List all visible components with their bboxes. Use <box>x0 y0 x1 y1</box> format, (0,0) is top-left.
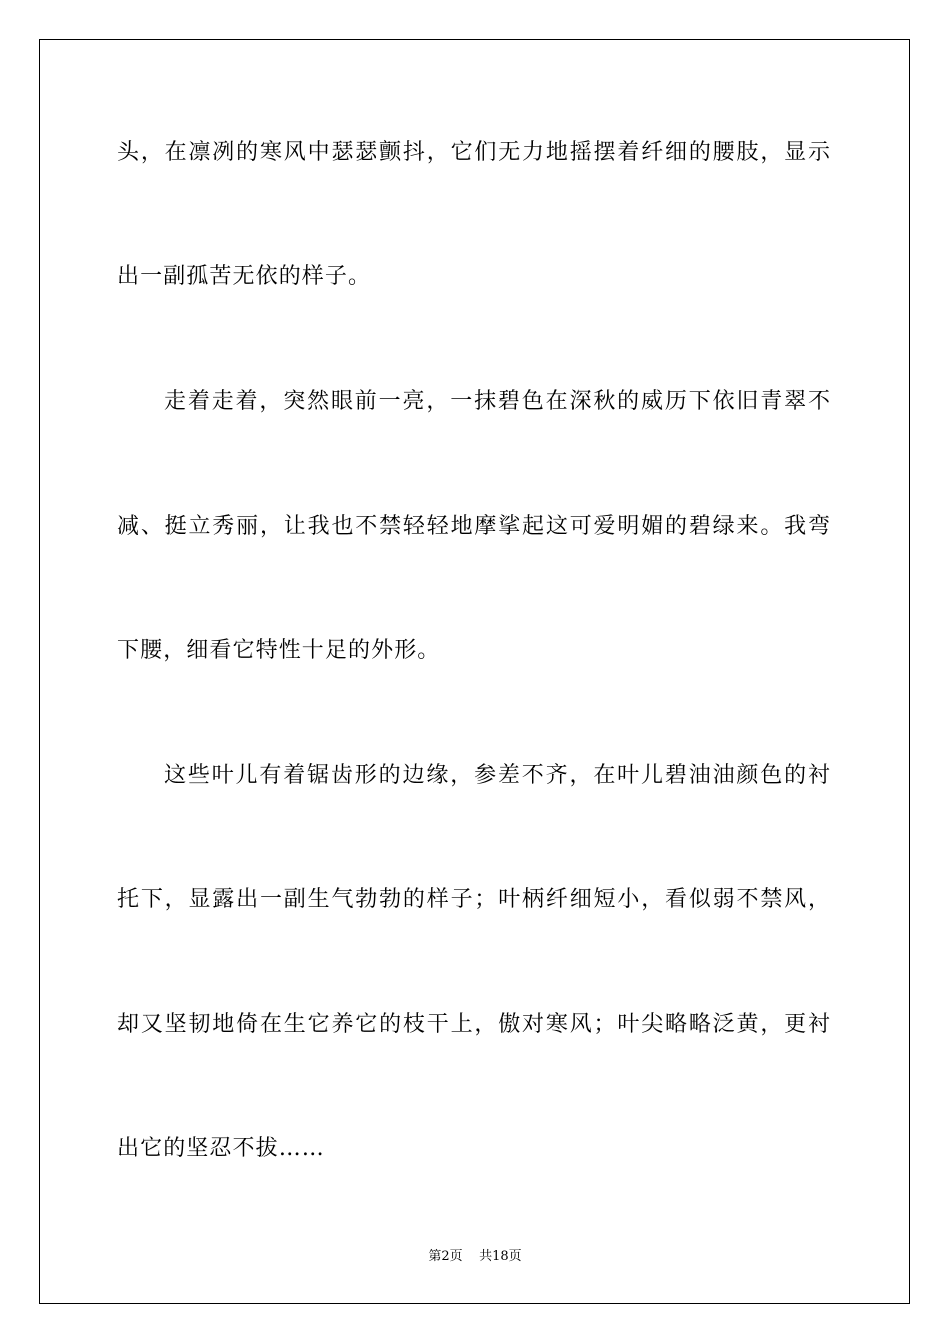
text-line: 这些叶儿有着锯齿形的边缘，参差不齐，在叶儿碧油油颜色的衬 <box>164 763 830 788</box>
text-line: 却又坚韧地倚在生它养它的枝干上，傲对寒风；叶尖略略泛黄，更衬 <box>117 1012 830 1037</box>
text-line: 减、挺立秀丽，让我也不禁轻轻地摩挲起这可爱明媚的碧绿来。我弯 <box>117 514 830 539</box>
text-line: 下腰，细看它特性十足的外形。 <box>117 638 441 663</box>
text-line: 出一副孤苦无依的样子。 <box>117 264 372 289</box>
text-line: 走着走着，突然眼前一亮，一抹碧色在深秋的威历下依旧青翠不 <box>164 389 830 414</box>
text-line: 出它的坚忍不拔…… <box>117 1136 325 1161</box>
page-number-footer: 第2页 共18页 <box>428 1249 522 1264</box>
page-border <box>39 39 910 1304</box>
text-line: 头，在凛冽的寒风中瑟瑟颤抖，它们无力地摇摆着纤细的腰肢，显示 <box>117 140 830 165</box>
text-line: 托下，显露出一副生气勃勃的样子；叶柄纤细短小，看似弱不禁风， <box>117 887 830 912</box>
